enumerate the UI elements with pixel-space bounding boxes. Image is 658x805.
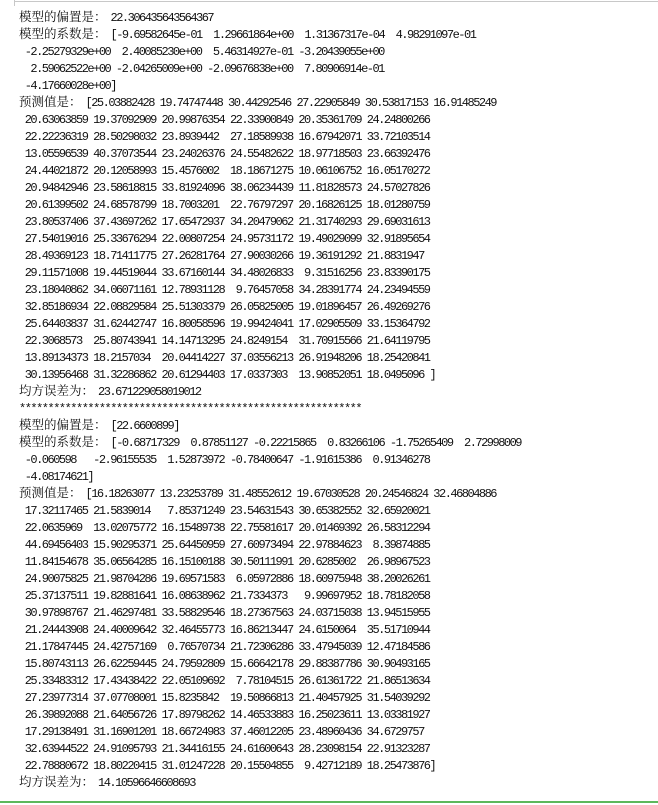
output-frame-left-border xyxy=(14,0,15,6)
prediction-values: 30.13956468 31.32286862 20.61294403 17.0337303 13.90852051 18.0495096 ] xyxy=(19,368,436,382)
prediction-continuation-line xyxy=(19,603,658,620)
prediction-values: 24.90075825 21.98704286 19.69571583 6.05972886 18.60975948 38.20026261 xyxy=(19,572,430,586)
prediction-line-value: [16.18263077 13.23253789 31.48552612 19.67030528 20.24546824 32.46804886 xyxy=(85,487,496,501)
coef-values: -4.17660028e+00] xyxy=(19,79,116,93)
prediction-continuation-line xyxy=(19,263,658,280)
prediction-continuation-line xyxy=(19,195,658,212)
coef-line xyxy=(19,433,658,450)
prediction-values: 26.39892088 21.64056726 17.89798262 14.46533883 16.25023611 13.03381927 xyxy=(19,708,430,722)
prediction-line-value: [25.03882428 19.74747448 30.44292546 27.22905849 30.53817153 16.91485249 xyxy=(85,96,496,110)
prediction-values: 22.3068573 25.80743941 14.14713295 24.8249154 31.70915566 21.64119795 xyxy=(19,334,430,348)
mse-line-label: 均方误差为： xyxy=(19,383,95,398)
output-frame-top-border xyxy=(14,1,658,2)
prediction-values: 21.24443908 24.40009642 32.46455773 16.86213447 24.6150064 35.51710944 xyxy=(19,623,430,637)
prediction-line xyxy=(19,93,658,110)
coef-line xyxy=(19,25,658,42)
prediction-continuation-line xyxy=(19,501,658,518)
prediction-values: 27.23977314 37.07708001 15.8235842 19.50866813 21.40457925 31.54039292 xyxy=(19,691,430,705)
prediction-values: 44.69456403 15.90295371 25.64450959 27.60973494 22.97884623 8.39874885 xyxy=(19,538,430,552)
model-output-block-1 xyxy=(19,8,658,399)
prediction-values: 24.44021872 20.12058993 15.4576002 18.18671275 10.06106752 16.05170272 xyxy=(19,164,430,178)
prediction-values: 32.63944522 24.91095793 21.34416155 24.61600643 28.23098154 22.91323287 xyxy=(19,742,430,756)
prediction-continuation-line xyxy=(19,535,658,552)
prediction-values: 27.54019016 25.33676294 22.00807254 24.95731172 19.49029099 32.91895654 xyxy=(19,232,430,246)
prediction-values: 25.33483312 17.43438422 22.05109692 7.78104515 26.61361722 21.86513634 xyxy=(19,674,430,688)
prediction-continuation-line xyxy=(19,654,658,671)
prediction-values: 13.05596539 40.37073544 23.24026376 24.55482622 18.97718503 23.66392476 xyxy=(19,147,430,161)
prediction-continuation-line xyxy=(19,246,658,263)
mse-line xyxy=(19,382,658,399)
coef-line-label: 模型的系数是： xyxy=(19,434,107,449)
model-output-block-2 xyxy=(19,416,658,790)
coef-line-value: [-9.69582645e-01 1.29661864e+00 1.31367317e-04 4.98291097e-01 xyxy=(110,28,476,42)
prediction-continuation-line xyxy=(19,212,658,229)
coef-line-label: 模型的系数是： xyxy=(19,26,107,41)
prediction-values: 23.18040862 34.06071161 12.78931128 9.76457058 34.28391774 24.23494559 xyxy=(19,283,430,297)
prediction-continuation-line xyxy=(19,586,658,603)
prediction-continuation-line xyxy=(19,671,658,688)
prediction-continuation-line xyxy=(19,569,658,586)
coef-values: -4.08174621] xyxy=(19,470,94,484)
prediction-continuation-line xyxy=(19,297,658,314)
prediction-values: 23.80537406 37.43697262 17.65472937 34.20479062 21.31740293 29.69031613 xyxy=(19,215,430,229)
coef-continuation-line xyxy=(19,450,658,467)
bottom-status-bar xyxy=(0,801,658,803)
coef-values: -2.25279329e+00 2.40085230e+00 5.46314927e-01 -3.20439055e+00 xyxy=(19,45,384,59)
bias-line-label: 模型的偏置是： xyxy=(19,9,107,24)
prediction-values: 17.29138491 31.16901201 18.66724983 37.46012205 23.48960436 34.6729757 xyxy=(19,725,424,739)
prediction-continuation-line xyxy=(19,280,658,297)
prediction-values: 25.64403837 31.62442747 16.80058596 19.99424041 17.02905509 33.15364792 xyxy=(19,317,430,331)
prediction-values: 20.61399502 24.68578799 18.7003201 22.76797297 20.16826125 18.01280759 xyxy=(19,198,430,212)
prediction-values: 28.49369123 18.71411775 27.26281764 27.90030266 19.36191292 21.8831947 xyxy=(19,249,424,263)
prediction-continuation-line xyxy=(19,161,658,178)
prediction-values: 13.89134373 18.2157034 20.04414227 37.03556213 26.91948206 18.25420841 xyxy=(19,351,430,365)
prediction-line-label: 预测值是： xyxy=(19,94,82,109)
prediction-values: 32.85186934 22.08829584 25.51303379 26.05825005 19.01896457 26.49269276 xyxy=(19,300,430,314)
prediction-continuation-line xyxy=(19,178,658,195)
mse-line xyxy=(19,773,658,790)
coef-continuation-line xyxy=(19,42,658,59)
prediction-line-label: 预测值是： xyxy=(19,485,82,500)
prediction-continuation-line xyxy=(19,144,658,161)
prediction-continuation-line xyxy=(19,348,658,365)
prediction-values: 22.22236319 28.50298032 23.8939442 27.18589938 16.67942071 33.72103514 xyxy=(19,130,430,144)
mse-line-value: 14.10596646608693 xyxy=(98,776,195,790)
prediction-continuation-line xyxy=(19,756,658,773)
prediction-values: 29.11571008 19.44519044 33.67160144 34.48026833 9.31516256 23.83390175 xyxy=(19,266,430,280)
prediction-values: 20.63063859 19.37092909 20.99876354 22.33900849 20.35361709 24.24800266 xyxy=(19,113,430,127)
prediction-continuation-line xyxy=(19,620,658,637)
prediction-values: 25.37137511 19.82881641 16.08638962 21.7334373 9.99697952 18.78182058 xyxy=(19,589,430,603)
prediction-continuation-line xyxy=(19,127,658,144)
prediction-continuation-line xyxy=(19,552,658,569)
coef-continuation-line xyxy=(19,59,658,76)
prediction-continuation-line xyxy=(19,688,658,705)
prediction-values: 21.17847445 24.42757169 0.76570734 21.72306286 33.47945039 12.47184586 xyxy=(19,640,430,654)
prediction-values: 22.78880672 18.80220415 31.01247228 20.15504855 9.42712189 18.25473876] xyxy=(19,759,436,773)
prediction-continuation-line xyxy=(19,739,658,756)
prediction-continuation-line xyxy=(19,637,658,654)
prediction-continuation-line xyxy=(19,331,658,348)
prediction-continuation-line xyxy=(19,365,658,382)
bias-line-value: 22.306435643564367 xyxy=(110,11,214,25)
bias-line xyxy=(19,416,658,433)
mse-line-label: 均方误差为： xyxy=(19,774,95,789)
prediction-continuation-line xyxy=(19,110,658,127)
coef-values: -0.060598 -2.96155535 1.52873972 -0.78400647 -1.91615386 0.91346278 xyxy=(19,453,430,467)
separator-stars: ************************************************************ xyxy=(19,402,362,416)
bias-line xyxy=(19,8,658,25)
prediction-values: 22.0635969 13.02075772 16.15489738 22.75581617 20.01469392 26.58312294 xyxy=(19,521,430,535)
bias-line-label: 模型的偏置是： xyxy=(19,417,107,432)
prediction-continuation-line xyxy=(19,314,658,331)
prediction-continuation-line xyxy=(19,705,658,722)
bias-line-value: [22.6600899] xyxy=(110,419,179,433)
prediction-values: 30.97898767 21.46297481 33.58829546 18.27367563 24.03715038 13.94515955 xyxy=(19,606,430,620)
prediction-values: 20.94842946 23.58618815 33.81924096 38.06234439 11.81828573 24.57027826 xyxy=(19,181,430,195)
console-output xyxy=(19,8,658,790)
prediction-line xyxy=(19,484,658,501)
separator-line xyxy=(19,399,658,416)
prediction-continuation-line xyxy=(19,229,658,246)
prediction-values: 17.32117465 21.5839014 7.85371249 23.54631543 30.65382552 32.65920021 xyxy=(19,504,430,518)
coef-continuation-line xyxy=(19,467,658,484)
prediction-continuation-line xyxy=(19,518,658,535)
coef-line-value: [-0.68717329 0.87851127 -0.22215865 0.83266106 -1.75265409 2.72998009 xyxy=(110,436,521,450)
mse-line-value: 23.671229058019012 xyxy=(98,385,201,399)
coef-continuation-line xyxy=(19,76,658,93)
prediction-values: 15.80743113 26.62259445 24.79592809 15.66642178 29.88387786 30.90493165 xyxy=(19,657,430,671)
coef-values: 2.59062522e+00 -2.04265009e+00 -2.09676838e+00 7.80906914e-01 xyxy=(19,62,384,76)
prediction-values: 11.84154678 35.06564285 16.15100188 30.50111991 20.6285002 26.98967523 xyxy=(19,555,430,569)
prediction-continuation-line xyxy=(19,722,658,739)
